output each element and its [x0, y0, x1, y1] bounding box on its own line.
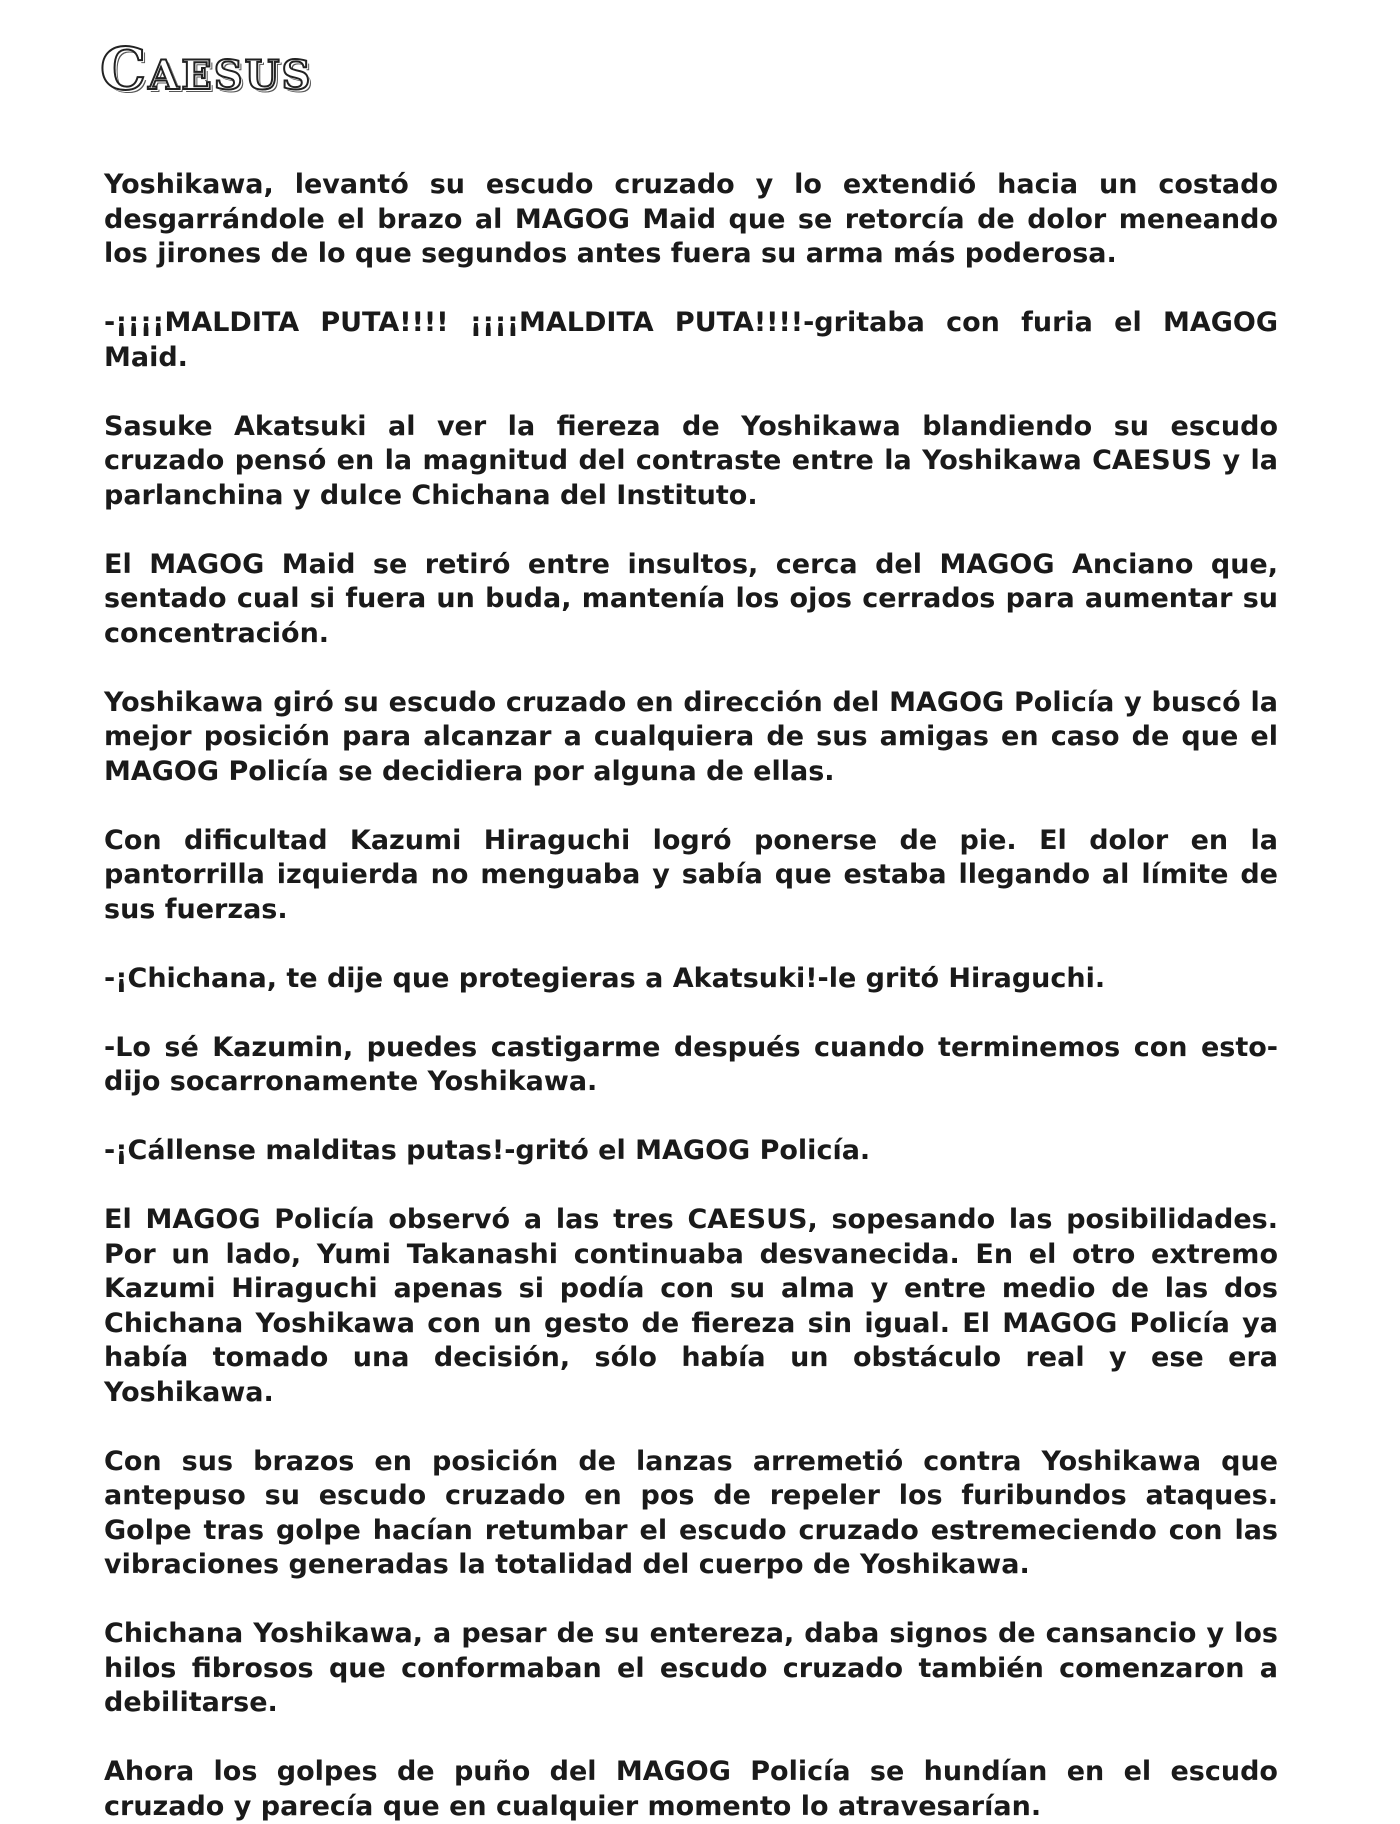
paragraph-4: El MAGOG Maid se retiró entre insultos, cerca del MAGOG Anciano que, sentado cual si fuera un buda, mantenía los ojos cerrados para aumentar su concentración. [104, 548, 1278, 649]
paragraph-11: Con sus brazos en posición de lanzas arremetió contra Yoshikawa que antepuso su escudo cruzado en pos de repeler los furibundos ataques. Golpe tras golpe hacían retumbar el escudo cruzado estremeciendo con las vibraciones generadas la totalidad del cuerpo de Yoshikawa. [104, 1445, 1278, 1580]
paragraph-1: Yoshikawa, levantó su escudo cruzado y lo extendió hacia un costado desgarrándole el brazo al MAGOG Maid que se retorcía de dolor meneando los jirones de lo que segundos antes fuera su arma más poderosa. [104, 169, 1278, 269]
logo-rest: AESUS [148, 52, 313, 99]
paragraph-7: -¡Chichana, te dije que protegieras a Akatsuki!-le gritó Hiraguchi. [104, 962, 1106, 994]
paragraph-12: Chichana Yoshikawa, a pesar de su entereza, daba signos de cansancio y los hilos fibrosos que conformaban el escudo cruzado también comenzaron a debilitarse. [104, 1618, 1278, 1718]
paragraph-3: Sasuke Akatsuki al ver la fiereza de Yoshikawa blandiendo su escudo cruzado pensó en la magnitud del contraste entre la Yoshikawa CAESUS y la parlanchina y dulce Chichana del Instituto. [104, 410, 1278, 511]
story-body [104, 168, 1278, 1824]
paragraph-13: Ahora los golpes de puño del MAGOG Policía se hundían en el escudo cruzado y parecía que en cualquier momento lo atravesarían. [104, 1756, 1278, 1822]
logo-lettering [100, 35, 313, 103]
paragraph-2: -¡¡¡¡MALDITA PUTA!!!! ¡¡¡¡MALDITA PUTA!!!!-gritaba con furia el MAGOG Maid. [104, 307, 1278, 373]
paragraph-8: -Lo sé Kazumin, puedes castigarme después cuando terminemos con esto-dijo socarronamente Yoshikawa. [104, 1031, 1278, 1097]
paragraph-6: Con dificultad Kazumi Hiraguchi logró ponerse de pie. El dolor en la pantorrilla izquierda no menguaba y sabía que estaba llegando al límite de sus fuerzas. [104, 824, 1278, 925]
paragraph-5: Yoshikawa giró su escudo cruzado en dirección del MAGOG Policía y buscó la mejor posición para alcanzar a cualquiera de sus amigas en caso de que el MAGOG Policía se decidiera por alguna de ellas. [104, 686, 1278, 787]
paragraph-10: El MAGOG Policía observó a las tres CAESUS, sopesando las posibilidades. Por un lado, Yumi Takanashi continuaba desvanecida. En el otro extremo Kazumi Hiraguchi apenas si podía con su alma y entre medio de las dos Chichana Yoshikawa con un gesto de fiereza sin igual. El MAGOG Policía ya había tomado una decisión, sólo había un obstáculo real y ese era Yoshikawa. [104, 1204, 1278, 1408]
logo-initial: C [100, 35, 149, 103]
paragraph-9: -¡Cállense malditas putas!-gritó el MAGOG Policía. [104, 1135, 871, 1166]
caesus-logo [100, 35, 313, 103]
